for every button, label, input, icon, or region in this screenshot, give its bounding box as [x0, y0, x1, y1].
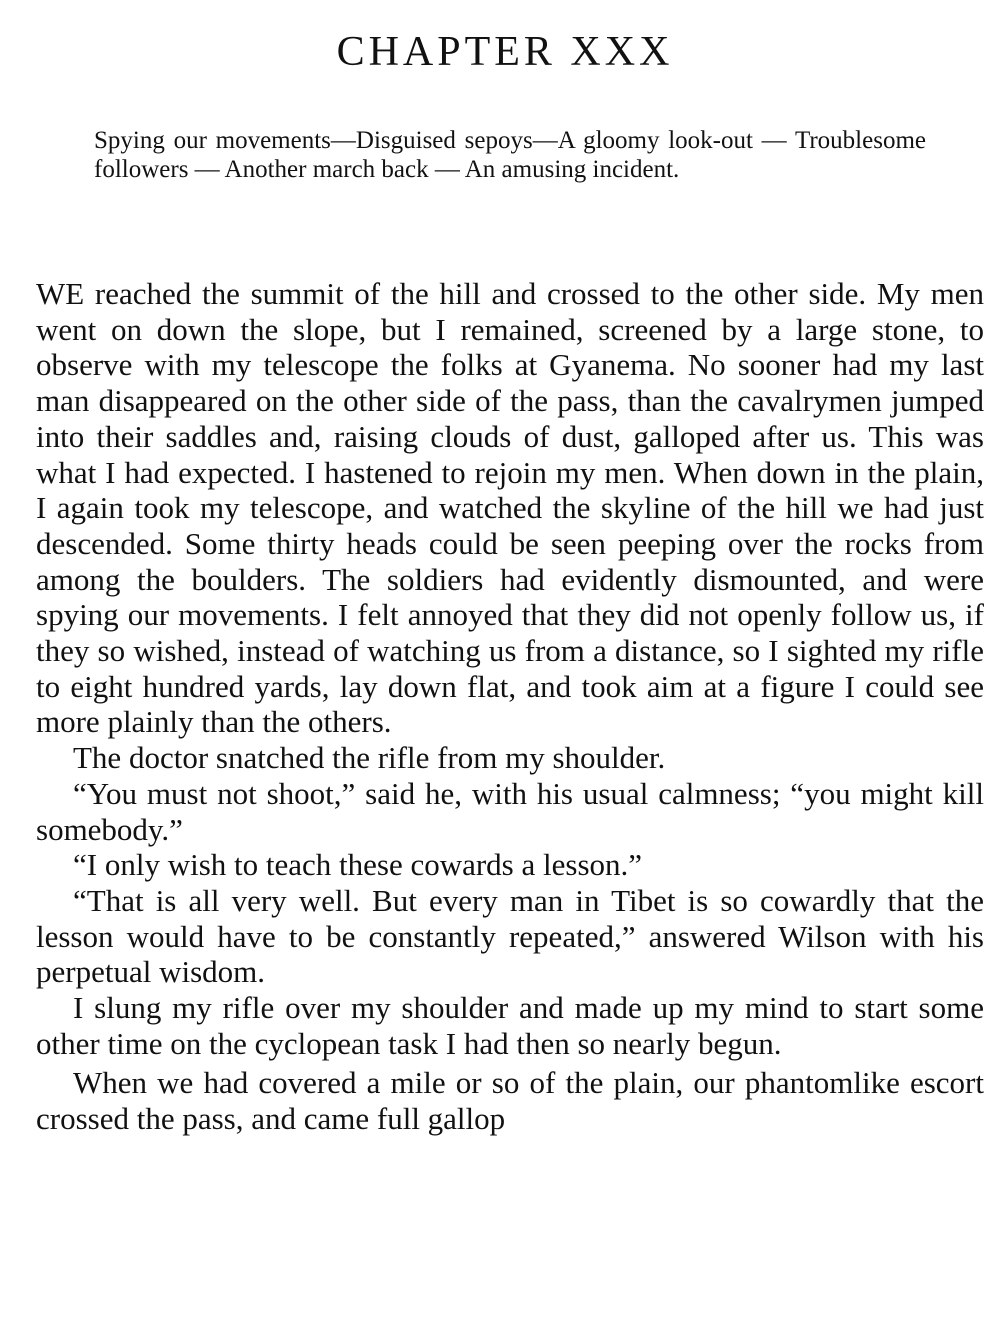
paragraph: When we had covered a mile or so of the plain, our phantomlike escort crossed the pass, and came full gallop: [36, 1065, 984, 1137]
paragraph: “You must not shoot,” said he, with his usual calmness; “you might kill somebody.”: [36, 775, 984, 847]
paragraph: “That is all very well. But every man in Tibet is so cowardly that the lesson would have to be constantly repeated,” answered Wilson with his perpetual wisdom.: [36, 882, 984, 990]
chapter-body: [36, 276, 984, 1137]
paragraph: I slung my rifle over my shoulder and made up my mind to start some other time on the cyclopean task I had then so nearly begun.: [36, 990, 984, 1061]
paragraph-opening: WE reached the summit of the hill and crossed to the other side. My men went on down the slope, but I remained, screened by a large stone, to observe with my telescope the folks at Gyanema. No sooner had my last man disappeared on the other side of the pass, than the cavalrymen jumped into their saddles and, raising clouds of dust, galloped after us. This was what I had expected. I hastened to rejoin my men. When down in the plain, I again took my telescope, and watched the skyline of the hill we had just descended. Some thirty heads could be seen peeping over the rocks from among the boulders. The soldiers had evidently dismounted, and were spying our movements. I felt annoyed that they did not openly follow us, if they so wished, instead of watching us from a distance, so I sighted my rifle to eight hundred yards, lay down flat, and took aim at a figure I could see more plainly than the others.: [36, 276, 984, 740]
paragraph: The doctor snatched the rifle from my shoulder.: [73, 740, 666, 776]
paragraph: “I only wish to teach these cowards a lesson.”: [73, 847, 643, 883]
chapter-synopsis: Spying our movements—Disguised sepoys—A gloomy look-out — Troublesome followers — Another march back — An amusing incident.: [94, 127, 926, 183]
chapter-title: CHAPTER XXX: [336, 29, 674, 75]
